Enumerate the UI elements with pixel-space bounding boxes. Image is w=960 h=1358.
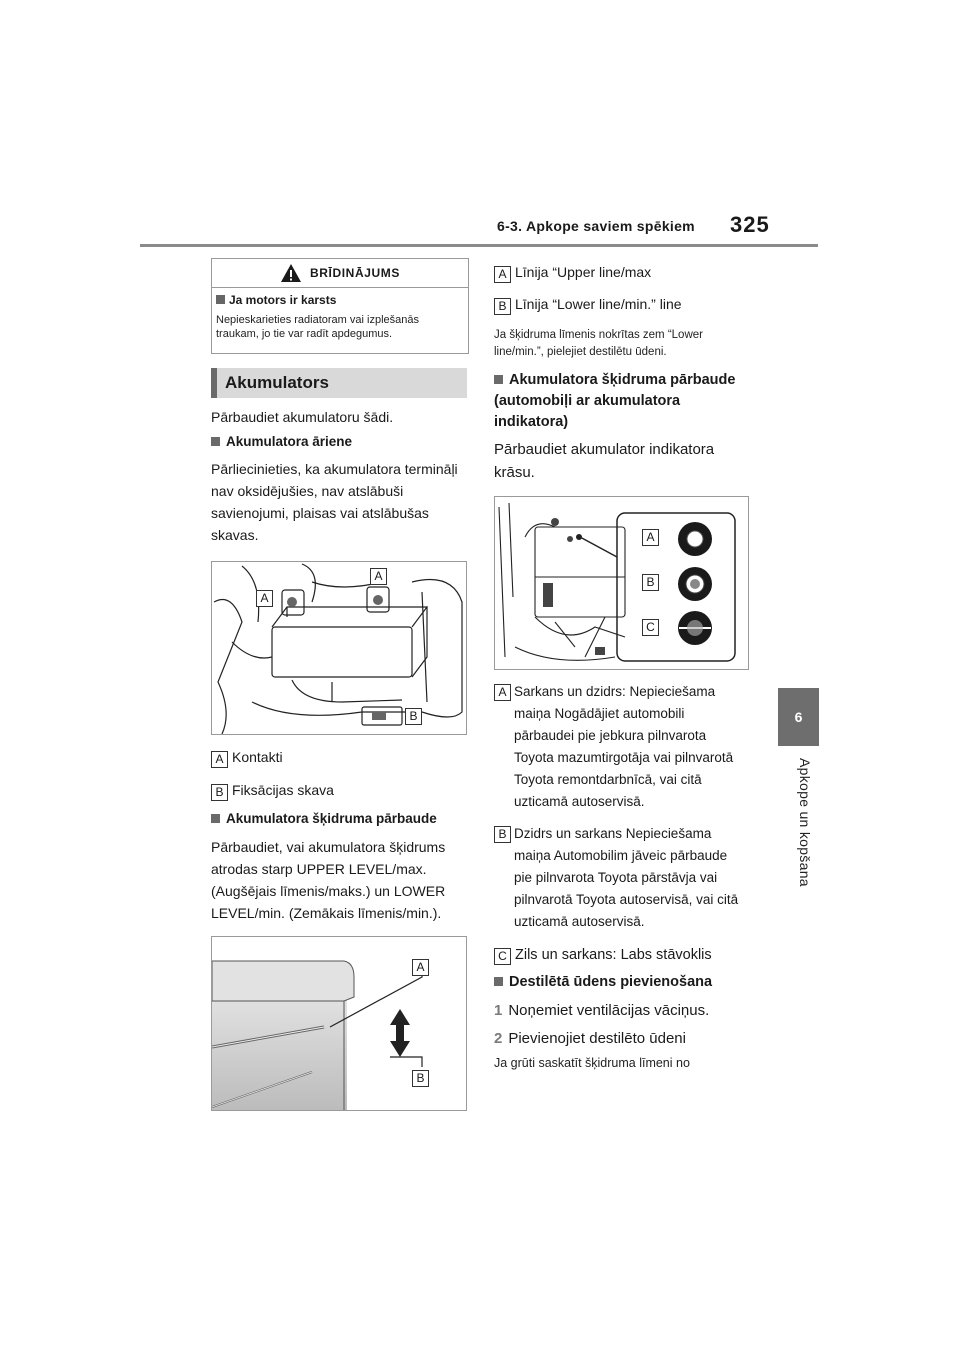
water-heading: Destilētā ūdens pievienošana	[494, 974, 712, 990]
chapter-tab: 6	[778, 688, 819, 746]
warning-box	[211, 258, 469, 354]
battery-figure	[211, 561, 467, 735]
figure-label-b: B	[412, 1070, 429, 1087]
header-rule	[140, 244, 818, 247]
fluid-text: Pārbaudiet, vai akumulatora šķidrums atrodas starp UPPER LEVEL/max. (Augšējais līmenis/maks.) un LOWER LEVEL/min. (Zemākais līmenis/min.).	[211, 839, 446, 921]
warning-body: Nepieskarieties radiatoram vai izplešanās traukam, jo tie var radīt apdegumus.	[216, 314, 419, 340]
step-1: 1 Noņemiet ventilācijas vāciņus.	[494, 1002, 710, 1019]
legend-item: A Kontakti	[211, 746, 283, 768]
figure-label-b: B	[405, 708, 422, 725]
page-number: 325	[730, 212, 770, 237]
section-title: Akumulators	[211, 368, 467, 398]
legend-item: A Līnija “Upper line/max	[494, 261, 651, 283]
refill-note: Ja šķidruma līmenis nokrītas zem “Lower line/min.”, pielejiet destilētu ūdeni.	[494, 329, 703, 358]
indicator-heading: Akumulatora šķidruma pārbaude (automobiļi ar akumulatora indikatora)	[494, 372, 736, 430]
exterior-heading: Akumulatora āriene	[211, 434, 352, 449]
indicator-text: Pārbaudiet akumulator indikatora krāsu.	[494, 441, 715, 481]
legend-item: B Līnija “Lower line/min.” line	[494, 293, 682, 315]
exterior-text: Pārliecinieties, ka akumulatora termināļi nav oksidējušies, nav atslābuši savienojumi, plaisas vai atslābušas skavas.	[211, 461, 458, 543]
figure-label-a: A	[412, 959, 429, 976]
legend-item: B Fiksācijas skava	[211, 779, 334, 801]
warning-triangle-icon	[280, 263, 302, 283]
running-header: 6-3. Apkope saviem spēkiem	[497, 218, 695, 234]
fluid-level-figure	[211, 936, 467, 1111]
figure-label-a: A	[642, 529, 659, 546]
warning-title: BRĪDINĀJUMS	[310, 266, 400, 280]
legend-item: C Zils un sarkans: Labs stāvoklis	[494, 944, 712, 966]
figure-label-a: A	[256, 590, 273, 607]
warning-subtitle: Ja motors ir karsts	[216, 293, 336, 307]
intro-text: Pārbaudiet akumulatoru šādi.	[211, 409, 394, 425]
continued-text: Ja grūti saskatīt šķidruma līmeni no	[494, 1056, 690, 1070]
figure-label-a: A	[370, 568, 387, 585]
warning-header	[212, 259, 468, 288]
step-2: 2 Pievienojiet destilēto ūdeni	[494, 1030, 686, 1047]
indicator-figure	[494, 496, 749, 670]
chapter-tab-label: Apkope un kopšana	[797, 758, 813, 887]
fluid-heading: Akumulatora šķidruma pārbaude	[211, 811, 437, 826]
figure-label-c: C	[642, 619, 659, 636]
figure-label-b: B	[642, 574, 659, 591]
